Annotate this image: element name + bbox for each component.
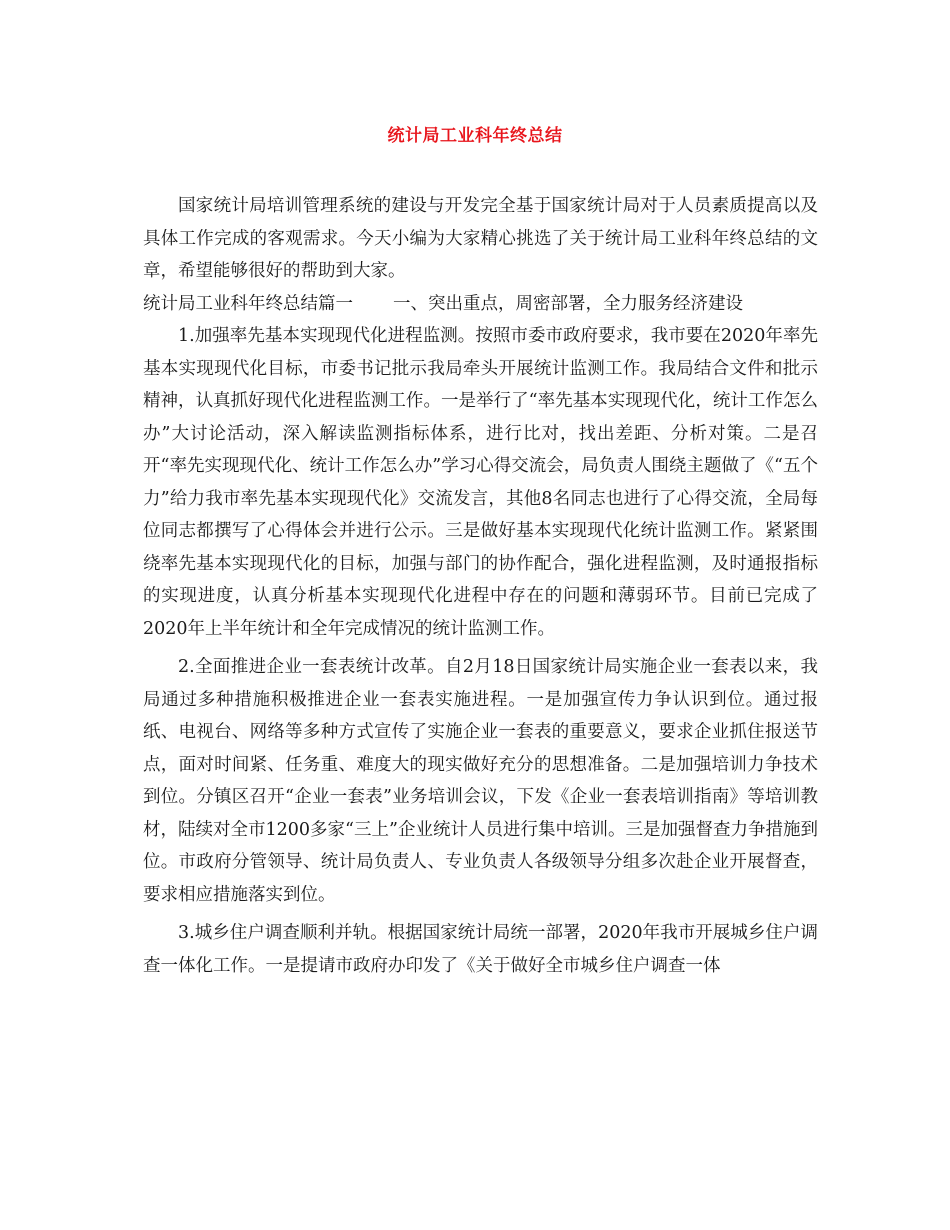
body-paragraph-2: 2.全面推进企业一套表统计改革。自2月18日国家统计局实施企业一套表以来，我局通过多种措施积极推进企业一套表实施进程。一是加强宣传力争认识到位。通过报纸、电视台、网络等多种方式宣传了实施企业一套表的重要意义，要求企业抓住报送节点，面对时间紧、任务重、难度大的现实做好充分的思想准备。二是加强培训力争技术到位。分镇区召开“企业一套表”业务培训会议，下发《企业一套表培训指南》等培训教材，陆续对全市1200多家“三上”企业统计人员进行集中培训。三是加强督查力争措施到位。市政府分管领导、统计局负责人、专业负责人各级领导分组多次赴企业开展督查，要求相应措施落实到位。 [143, 657, 818, 905]
document-body [143, 190, 818, 982]
section-heading: 一、突出重点，周密部署，全力服务经济建设 [393, 293, 743, 314]
part-heading-line [143, 288, 818, 321]
intro-paragraph: 国家统计局培训管理系统的建设与开发完全基于国家统计局对于人员素质提高以及具体工作完成的客观需求。今天小编为大家精心挑选了关于统计局工业科年终总结的文章，希望能够很好的帮助到大家。 [143, 196, 818, 281]
body-paragraph-1: 1.加强率先基本实现现代化进程监测。按照市委市政府要求，我市要在2020年率先基本实现现代化目标，市委书记批示我局牵头开展统计监测工作。我局结合文件和批示精神，认真抓好现代化进程监测工作。一是举行了“率先基本实现现代化，统计工作怎么办”大讨论活动，深入解读监测指标体系，进行比对，找出差距、分析对策。二是召开“率先实现现代化、统计工作怎么办”学习心得交流会，局负责人围绕主题做了《“五个力”给力我市率先基本实现现代化》交流发言，其他8名同志也进行了心得交流，全局每位同志都撰写了心得体会并进行公示。三是做好基本实现现代化统计监测工作。紧紧围绕率先基本实现现代化的目标，加强与部门的协作配合，强化进程监测，及时通报指标的实现进度，认真分析基本实现现代化进程中存在的问题和薄弱环节。目前已完成了2020年上半年统计和全年完成情况的统计监测工作。 [143, 326, 818, 639]
body-paragraph-3: 3.城乡住户调查顺利并轨。根据国家统计局统一部署，2020年我市开展城乡住户调查一体化工作。一是提请市政府办印发了《关于做好全市城乡住户调查一体 [143, 923, 818, 976]
document-title: 统计局工业科年终总结 [387, 126, 563, 146]
part-label: 统计局工业科年终总结篇一 [143, 293, 353, 314]
